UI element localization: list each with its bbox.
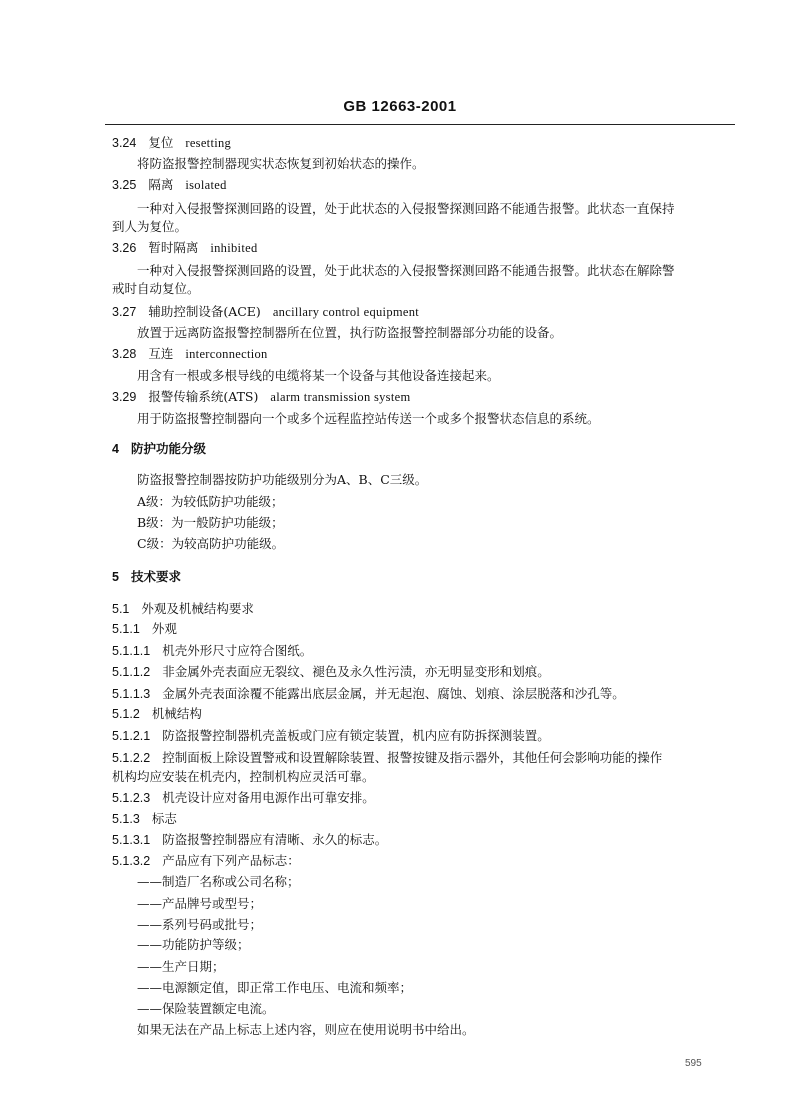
paragraph: B级：为一般防护功能级；	[137, 515, 284, 530]
clause-continuation: 机构均应安装在机壳内，控制机构应灵活可靠。	[112, 769, 375, 784]
term-heading: 3.25 隔离 isolated	[112, 177, 227, 192]
marking-item: ——功能防护等级；	[137, 937, 250, 952]
marking-item: ——保险装置额定电流。	[137, 1001, 275, 1016]
clause-line: 5.1.2.3 机壳设计应对备用电源作出可靠安排。	[112, 790, 375, 805]
clause-line: 5.1.1.2 非金属外壳表面应无裂纹、褪色及永久性污渍，亦无明显变形和划痕。	[112, 664, 550, 679]
clause-line: 5.1.1.3 金属外壳表面涂覆不能露出底层金属，并无起泡、腐蚀、划痕、涂层脱落和沙孔等。	[112, 686, 625, 701]
clause-line: 5.1.2.2 控制面板上除设置警戒和设置解除装置、报警按键及指示器外，其他任何会影响功能的操作	[112, 750, 663, 765]
term-definition: 戒时自动复位。	[112, 281, 200, 296]
clause-line: 5.1.3 标志	[112, 811, 177, 826]
paragraph: C级：为较高防护功能级。	[137, 536, 285, 551]
paragraph: 防盗报警控制器按防护功能级别分为A、B、C三级。	[137, 472, 428, 487]
marking-item: ——生产日期；	[137, 959, 225, 974]
header-rule	[105, 124, 735, 125]
section-heading: 4 防护功能分级	[112, 441, 206, 456]
standard-code-header: GB 12663-2001	[343, 98, 457, 115]
term-heading: 3.24 复位 resetting	[112, 135, 232, 150]
clause-line: 5.1.2.1 防盗报警控制器机壳盖板或门应有锁定装置，机内应有防拆探测装置。	[112, 728, 550, 743]
clause-line: 5.1 外观及机械结构要求	[112, 601, 254, 616]
term-definition: 用含有一根或多根导线的电缆将某一个设备与其他设备连接起来。	[137, 368, 500, 383]
clause-line: 5.1.3.2 产品应有下列产品标志：	[112, 853, 300, 868]
term-definition: 用于防盗报警控制器向一个或多个远程监控站传送一个或多个报警状态信息的系统。	[137, 411, 600, 426]
marking-item: ——产品牌号或型号；	[137, 896, 263, 911]
paragraph: A级：为较低防护功能级；	[137, 494, 284, 509]
term-heading: 3.26 暂时隔离 inhibited	[112, 240, 258, 255]
marking-item: ——电源额定值，即正常工作电压、电流和频率；	[137, 980, 413, 995]
clause-line: 5.1.1.1 机壳外形尺寸应符合图纸。	[112, 643, 313, 658]
marking-item: ——系列号码或批号；	[137, 917, 263, 932]
section-heading: 5 技术要求	[112, 569, 181, 584]
term-definition: 一种对入侵报警探测回路的设置，处于此状态的入侵报警探测回路不能通告报警。此状态在解除警	[137, 263, 675, 278]
term-definition: 放置于远离防盗报警控制器所在位置，执行防盗报警控制器部分功能的设备。	[137, 325, 563, 340]
page-number: 595	[685, 1058, 702, 1069]
term-heading: 3.27 辅助控制设备(ACE) ancillary control equipment	[112, 304, 420, 319]
term-heading: 3.28 互连 interconnection	[112, 346, 268, 361]
term-heading: 3.29 报警传输系统(ATS) alarm transmission system	[112, 389, 411, 404]
term-definition: 一种对入侵报警探测回路的设置，处于此状态的入侵报警探测回路不能通告报警。此状态一直保持	[137, 201, 675, 216]
marking-item: ——制造厂名称或公司名称；	[137, 874, 300, 889]
clause-line: 5.1.3.1 防盗报警控制器应有清晰、永久的标志。	[112, 832, 388, 847]
clause-line: 5.1.2 机械结构	[112, 706, 202, 721]
closing-paragraph: 如果无法在产品上标志上述内容，则应在使用说明书中给出。	[137, 1022, 475, 1037]
term-definition: 到人为复位。	[112, 219, 188, 234]
clause-line: 5.1.1 外观	[112, 621, 177, 636]
term-definition: 将防盗报警控制器现实状态恢复到初始状态的操作。	[137, 156, 425, 171]
